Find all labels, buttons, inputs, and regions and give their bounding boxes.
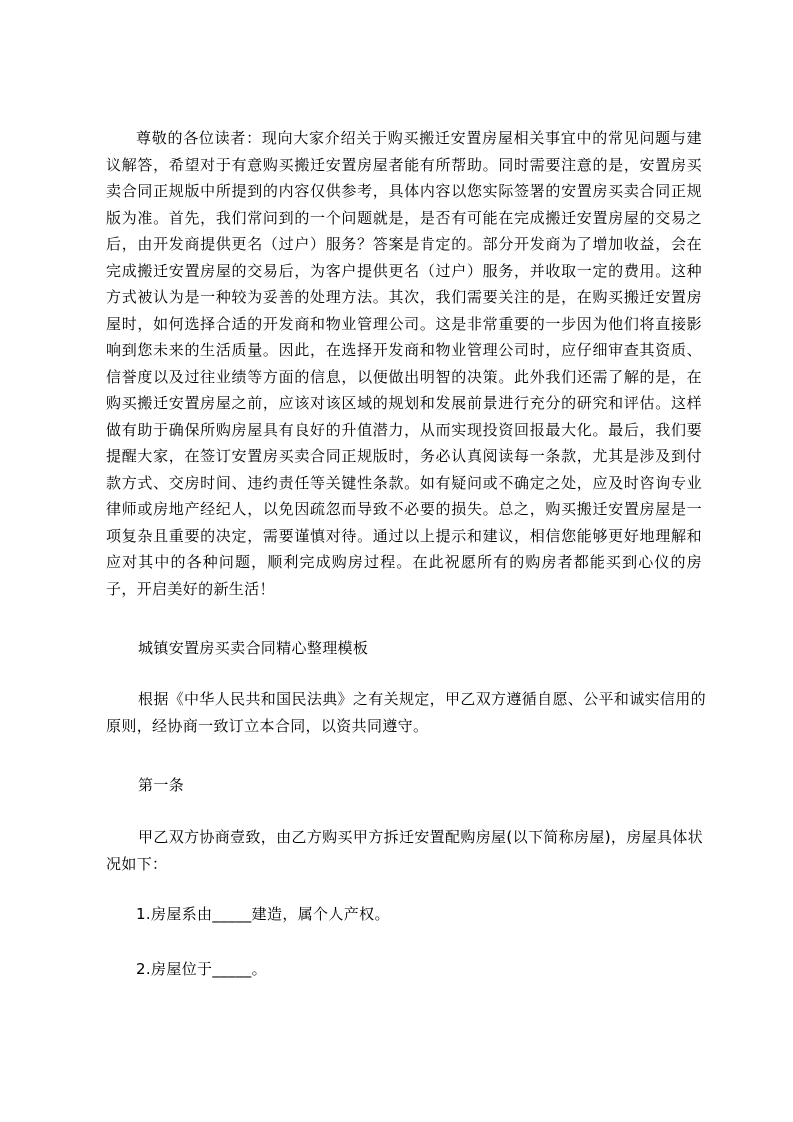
article-1-body: 甲乙双方协商壹致，由乙方购买甲方拆迁安置配购房屋(以下简称房屋)，房屋具体状况如下： xyxy=(106,828,704,873)
contract-title: 城镇安置房买卖合同精心整理模板 xyxy=(138,639,369,657)
article-1-item: 1.房屋系由_____建造，属个人产权。 xyxy=(136,905,390,923)
intro-paragraph: 尊敬的各位读者：现向大家介绍关于购买搬迁安置房屋相关事宜中的常见问题与建议解答，希望对于有意购买搬迁安置房屋者能有所帮助。同时需要注意的是，安置房买卖合同正规版中所提到的内容仅供参考，具体内容以您实际签署的安置房买卖合同正规版为准。首先，我们常问到的一个问题就是，是否有可能在完成搬迁安置房屋的交易之后，由开发商提供更名（过户）服务？答案是肯定的。部分开发商为了增加收益，会在完成搬迁安置房屋的交易后，为客户提供更名（过户）服务，并收取一定的费用。这种方式被认为是一种较为妥善的处理方法。其次，我们需要关注的是，在购买搬迁安置房屋时，如何选择合适的开发商和物业管理公司。这是非常重要的一步因为他们将直接影响到您未来的生活质量。因此，在选择开发商和物业管理公司时，应仔细审查其资质、信誉度以及过往业绩等方面的信息，以便做出明智的决策。此外我们还需了解的是，在购买搬迁安置房屋之前，应该对该区域的规划和发展前景进行充分的研究和评估。这样做有助于确保所购房屋具有良好的升值潜力，从而实现投资回报最大化。最后，我们要提醒大家，在签订安置房买卖合同正规版时，务必认真阅读每一条款，尤其是涉及到付款方式、交房时间、违约责任等关键性条款。如有疑问或不确定之处，应及时咨询专业律师或房地产经纪人，以免因疏忽而导致不必要的损失。总之，购买搬迁安置房屋是一项复杂且重要的决定，需要谨慎对待。通过以上提示和建议，相信您能够更好地理解和应对其中的各种问题，顺利完成购房过程。在此祝愿所有的购房者都能买到心仪的房子，开启美好的新生活！ xyxy=(106,129,702,598)
article-1-heading: 第一条 xyxy=(138,776,185,794)
contract-preamble: 根据《中华人民共和国民法典》之有关规定，甲乙双方遵循自愿、公平和诚实信用的原则，经协商一致订立本合同，以资共同遵守。 xyxy=(106,690,706,735)
article-1-item: 2.房屋位于_____。 xyxy=(136,960,268,978)
